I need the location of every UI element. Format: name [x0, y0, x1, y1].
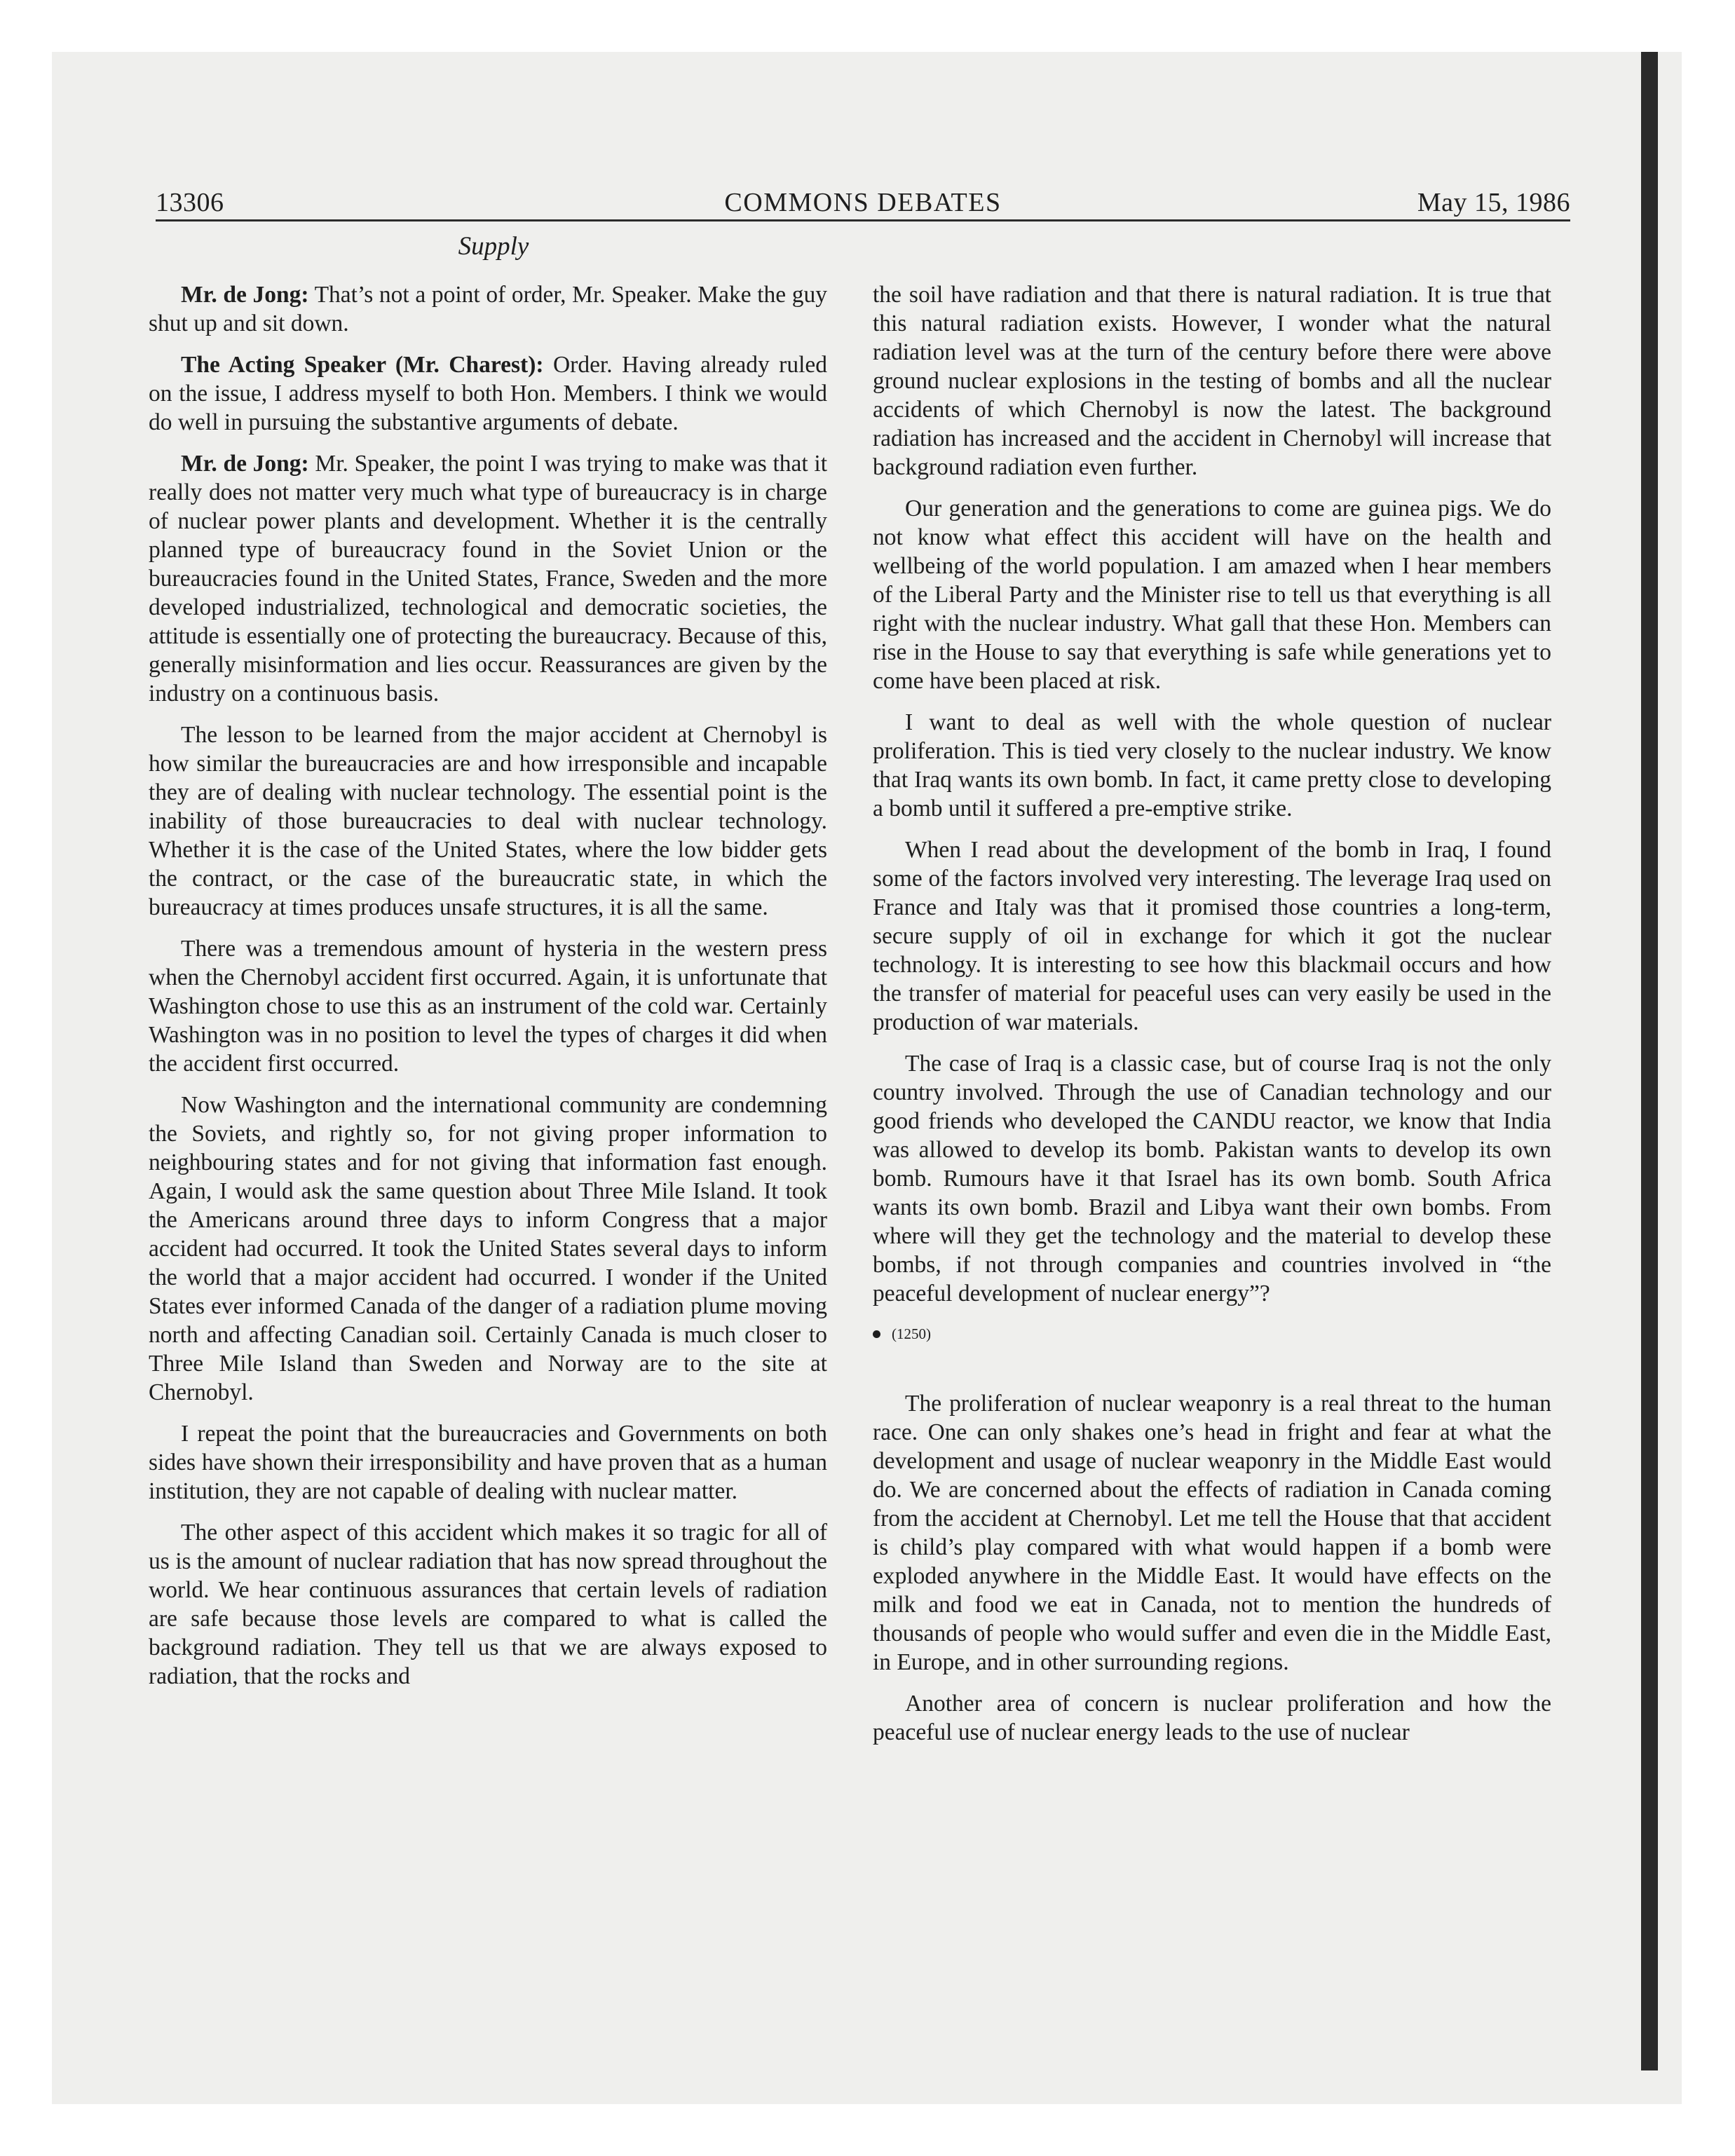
paragraph-text: The other aspect of this accident which makes it so tragic for all of us is the amount of nuclear radiation that has now spread throughout the world. We hear continuous assurances that certain levels of radiation are safe because those levels are compared to what is called the background radiation. They tell us that we are always exposed to radiation, that the rocks and: [149, 1520, 827, 1689]
paragraph: [149, 1419, 827, 1506]
paragraph: [149, 280, 827, 338]
paragraph-text: That’s not a point of order, Mr. Speaker. Make the guy shut up and sit down.: [149, 282, 827, 336]
publication-title: COMMONS DEBATES: [724, 188, 1002, 217]
paragraph-text: The lesson to be learned from the major accident at Chernobyl is how similar the bureaucracies are and how irresponsible and incapable they are of dealing with nuclear technology. The essential point is the inability of those bureaucracies to deal with nuclear technology. Whether it is the case of the United States, where the low bidder gets the contract, or the case of the bureaucratic state, in which the bureaucracy at times produces unsafe structures, it is all the same.: [149, 722, 827, 920]
subject-heading: Supply: [458, 232, 529, 261]
paragraph: I want to deal as well with the whole question of nuclear proliferation. This is tied very closely to the nuclear industry. We know that Iraq wants its own bomb. In fact, it came pretty close to developing a bomb until it suffered a pre-emptive strike.: [873, 709, 1551, 821]
paragraph-text: Mr. Speaker, the point I was trying to make was that it really does not matter very much what type of bureaucracy is in charge of nuclear power plants and development. Whether it is the centrally planned type of bureaucracy found in the Soviet Union or the bureaucracies found in the United States, France, Sweden and the more developed industrialized, technological and democratic societies, the attitude is essentially one of protecting the bureaucracy. Because of this, generally misinformation and lies occur. Reassurances are given by the industry on a continuous basis.: [149, 451, 828, 707]
paragraph: [149, 934, 827, 1078]
paragraph: Our generation and the generations to come are guinea pigs. We do not know what effect this accident will have on the health and wellbeing of the world population. I am amazed when I hear members of the Liberal Party and the Minister rise to tell us that everything is all right with the nuclear industry. What gall that these Hon. Members can rise in the House to say that everything is safe while generations yet to come have been placed at risk.: [873, 496, 1551, 694]
paragraph: [149, 449, 827, 708]
paragraph: The case of Iraq is a classic case, but of course Iraq is not the only country involved. Through the use of Canadian technology and our good friends who developed the CANDU reactor, we know that India was allowed to develop its bomb. Pakistan wants to develop its own bomb. Rumours have it that Israel has its own bomb. South Africa wants its own bomb. Brazil and Libya want their own bombs. From where will they get the technology and the material to develop these bombs, if not through companies and countries involved in “the peaceful development of nuclear energy”?: [873, 1051, 1551, 1306]
speaker-name: The Acting Speaker (Mr. Charest):: [181, 352, 544, 378]
paragraph: When I read about the development of the bomb in Iraq, I found some of the factors involved very interesting. The leverage Iraq used on France and Italy was that it promised those countries a long-term, secure supply of oil in exchange for which it got the nuclear technology. It is interesting to see how this blackmail occurs and how the transfer of material for peaceful uses can very easily be used in the production of war materials.: [873, 837, 1551, 1035]
paragraph: [149, 350, 827, 437]
speaker-name: Mr. de Jong:: [181, 282, 309, 308]
paragraph-text: I repeat the point that the bureaucracies and Governments on both sides have shown their irresponsibility and have proven that as a human institution, they are not capable of dealing with nuclear matter.: [149, 1421, 827, 1504]
page-number: 13306: [156, 188, 224, 217]
paragraph-continued: the soil have radiation and that there is natural radiation. It is true that this natural radiation exists. However, I wonder what the natural radiation level was at the turn of the century before there were above ground nuclear explosions in the testing of bombs and all the nuclear accidents of which Chernobyl is now the latest. The background radiation has increased and the accident in Chernobyl will increase that background radiation even further.: [873, 282, 1551, 480]
paragraph-text: Order. Having already ruled on the issue, I address myself to both Hon. Members. I think we would do well in pursuing the substantive arguments of debate.: [149, 352, 827, 435]
time-marker-label: (1250): [892, 1325, 931, 1342]
paragraph: The proliferation of nuclear weaponry is a real threat to the human race. One can only shakes one’s head in fright and fear at what the development and usage of nuclear weaponry in the Middle East would do. We are concerned about the effects of radiation in Canada coming from the accident at Chernobyl. Let me tell the House that that accident is child’s play compared with what would happen if a bomb were exploded anywhere in the Middle East. It would have effects on the milk and food we eat in Canada, not to mention the hundreds of thousands of people who would suffer and even die in the Middle East, in Europe, and in other surrounding regions.: [873, 1391, 1551, 1675]
left-column: [149, 280, 827, 1703]
speaker-name: Mr. de Jong:: [181, 451, 309, 477]
page-header: [156, 180, 1570, 222]
header-rule: [156, 219, 1570, 221]
paragraph: [149, 1091, 827, 1407]
paragraph-text: There was a tremendous amount of hysteria in the western press when the Chernobyl accident first occurred. Again, it is unfortunate that Washington chose to use this as an instrument of the cold war. Certainly Washington was in no position to level the types of charges it did when the accident first occurred.: [149, 936, 827, 1077]
paragraph: [149, 1518, 827, 1691]
header-date: May 15, 1986: [1417, 188, 1570, 217]
paragraph: [149, 721, 827, 922]
paragraph: Another area of concern is nuclear proliferation and how the peaceful use of nuclear energy leads to the use of nuclear: [873, 1691, 1551, 1745]
paragraph-text: Now Washington and the international community are condemning the Soviets, and rightly so, for not giving proper information to neighbouring states and for not giving that information fast enough. Again, I would ask the same question about Three Mile Island. It took the Americans around three days to inform Congress that a major accident had occurred. It took the United States several days to inform the world that a major accident had occurred. I wonder if the United States ever informed Canada of the danger of a radiation plume moving north and affecting Canadian soil. Certainly Canada is much closer to Three Mile Island than Sweden and Norway are to the site at Chernobyl.: [149, 1092, 827, 1405]
bullet-icon: [873, 1330, 880, 1338]
right-column: [873, 280, 1551, 1759]
binding-edge: [1641, 52, 1658, 2070]
time-marker: [873, 1323, 1551, 1344]
